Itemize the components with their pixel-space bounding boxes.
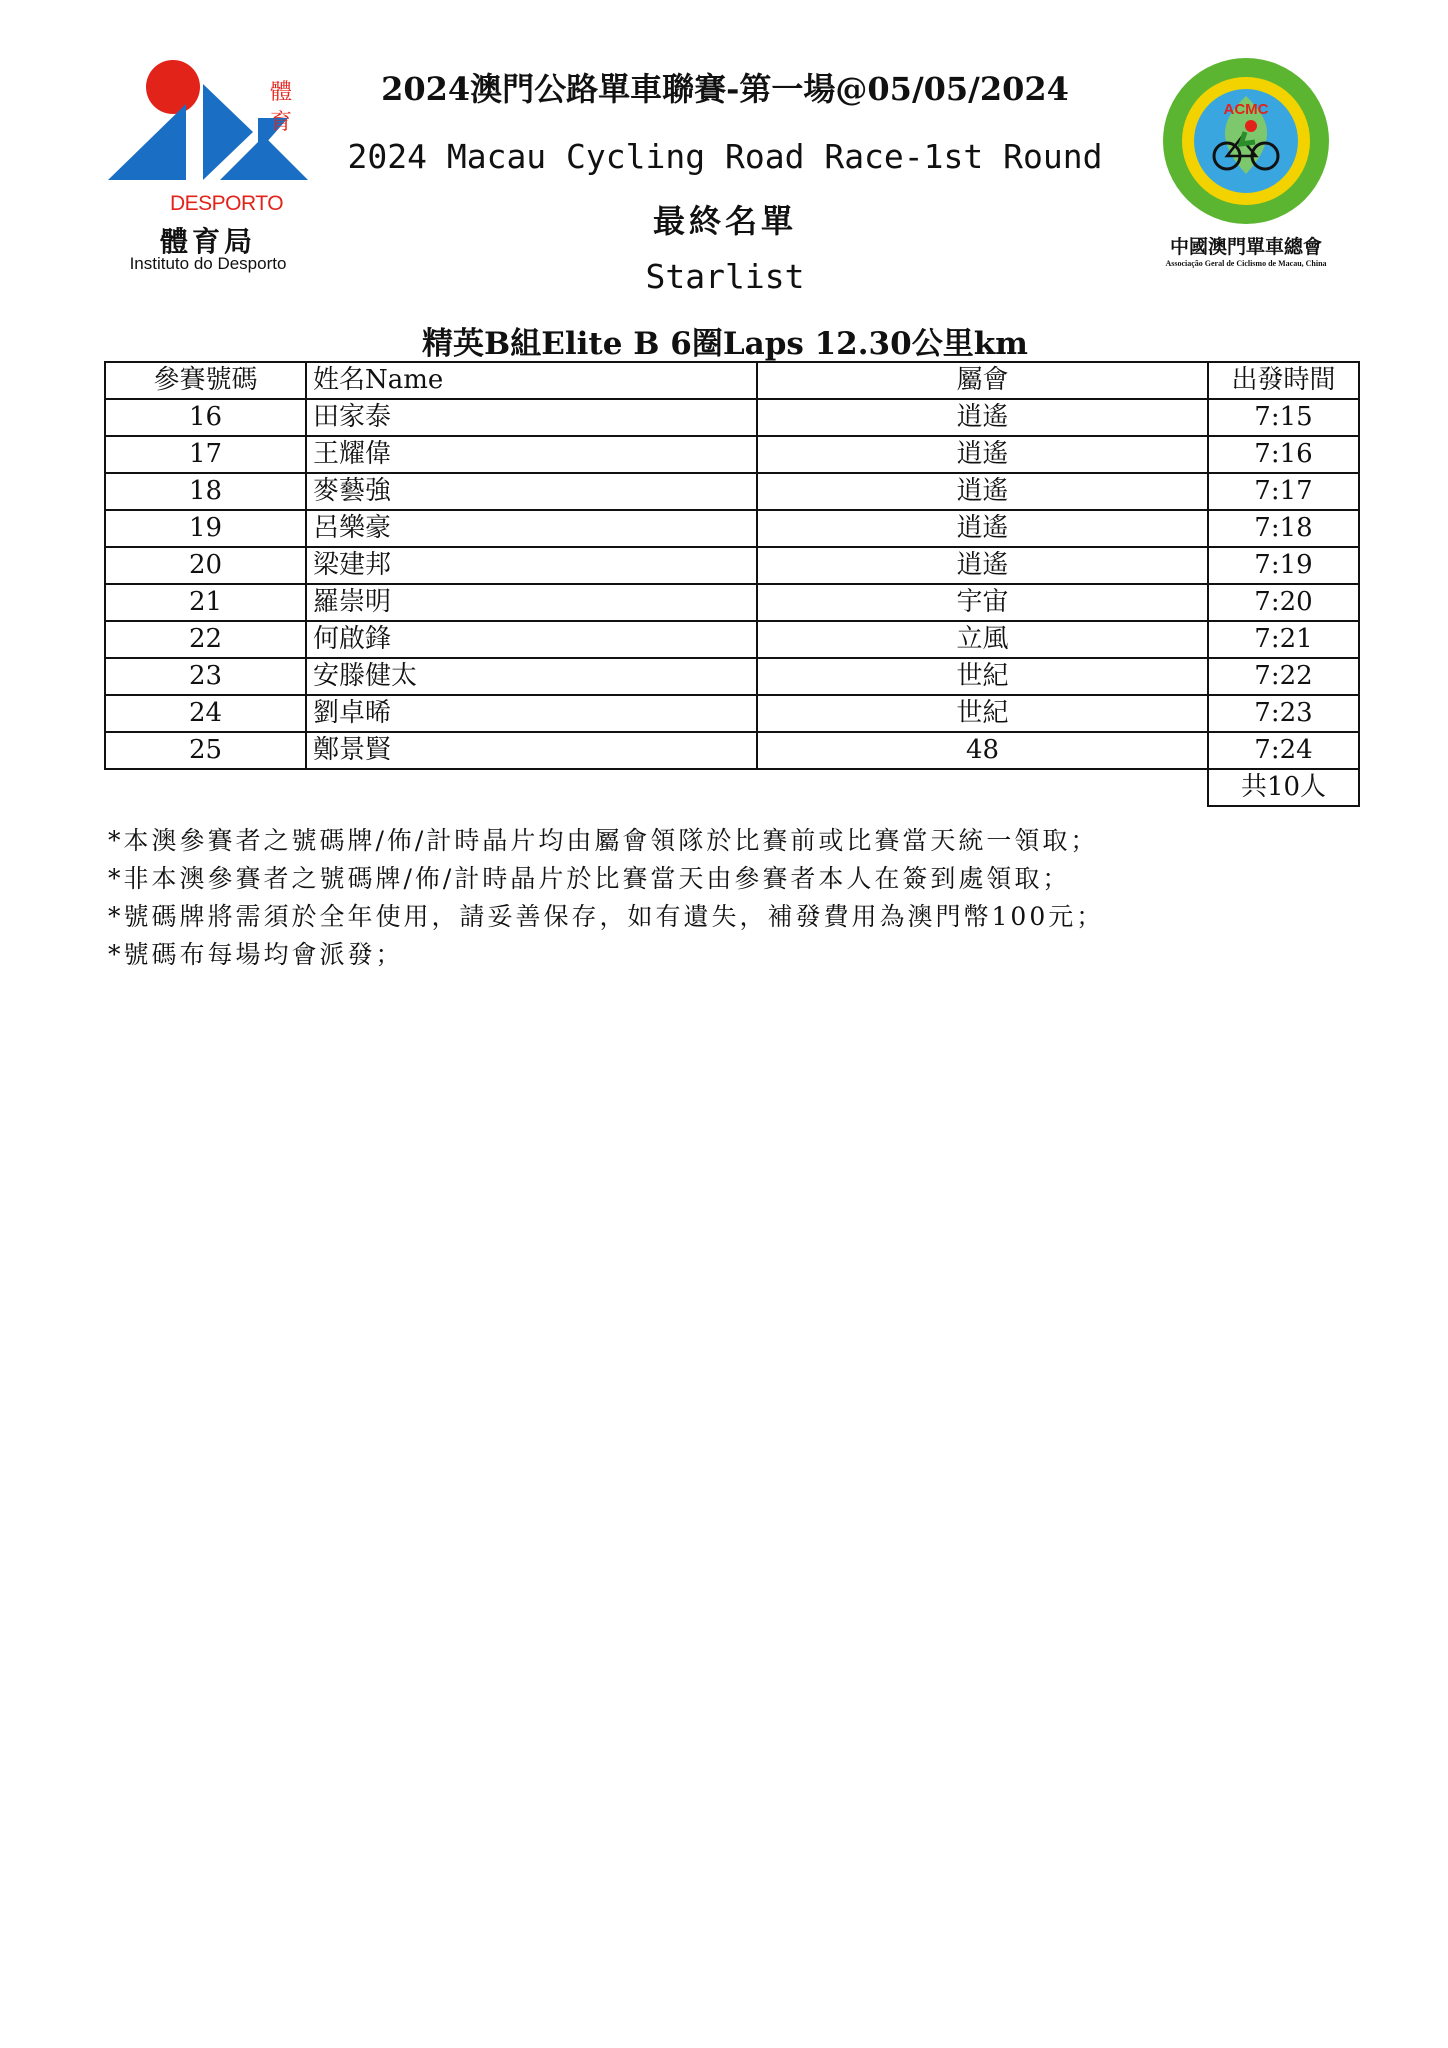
note-line: *號碼牌將需須於全年使用，請妥善保存，如有遺失，補發費用為澳門幣100元； (108, 902, 1105, 931)
category-heading: 精英B組Elite B 6圈Laps 12.30公里km (422, 326, 1028, 362)
table-header-row (105, 362, 1359, 399)
acmc-name-cn: 中國澳門單車總會 (1169, 236, 1322, 258)
rider-club: 逍遙 (757, 473, 1208, 510)
start-time: 7:19 (1208, 547, 1359, 584)
desporto-brand: DESPORTO (170, 192, 284, 215)
rider-club: 逍遙 (757, 547, 1208, 584)
table-row (105, 658, 1359, 695)
rider-name: 鄭景賢 (306, 732, 757, 769)
note-line: *非本澳參賽者之號碼牌/佈/計時晶片於比賽當天由參賽者本人在簽到處領取； (108, 864, 1071, 893)
rider-club: 宇宙 (757, 584, 1208, 621)
start-time: 7:24 (1208, 732, 1359, 769)
note-line: *號碼布每場均會派發； (108, 940, 404, 969)
bib-number: 20 (105, 547, 306, 584)
desporto-name-pt: Instituto do Desporto (129, 254, 287, 273)
start-time: 7:18 (1208, 510, 1359, 547)
table-row (105, 695, 1359, 732)
start-time: 7:17 (1208, 473, 1359, 510)
notes (108, 822, 1348, 974)
final-list-heading: 最終名單 (652, 202, 797, 240)
rider-club: 逍遙 (757, 436, 1208, 473)
title-chinese: 2024澳門公路單車聯賽-第一場@05/05/2024 (381, 70, 1069, 108)
rider-club: 逍遙 (757, 510, 1208, 547)
start-time: 7:21 (1208, 621, 1359, 658)
rider-club: 逍遙 (757, 399, 1208, 436)
acmc-logo (1146, 56, 1346, 286)
acmc-name-pt: Associação Geral de Ciclismo de Macau, China (1165, 259, 1327, 268)
bib-number: 19 (105, 510, 306, 547)
rider-name: 羅崇明 (306, 584, 757, 621)
rider-club: 世紀 (757, 658, 1208, 695)
table-row (105, 547, 1359, 584)
rider-name: 梁建邦 (306, 547, 757, 584)
rider-name: 王耀偉 (306, 436, 757, 473)
bib-number: 17 (105, 436, 306, 473)
bib-number: 23 (105, 658, 306, 695)
rider-name: 麥藝強 (306, 473, 757, 510)
table-row (105, 732, 1359, 769)
starlist-table (104, 361, 1360, 807)
header-club: 屬會 (757, 362, 1208, 399)
start-time: 7:23 (1208, 695, 1359, 732)
bib-number: 25 (105, 732, 306, 769)
note-line: *本澳參賽者之號碼牌/佈/計時晶片均由屬會領隊於比賽前或比賽當天統一領取； (108, 826, 1099, 855)
header-bib-number: 參賽號碼 (105, 362, 306, 399)
header-start-time: 出發時間 (1208, 362, 1359, 399)
starlist-heading: Starlist (645, 257, 805, 296)
table-row (105, 473, 1359, 510)
table-total-row (105, 769, 1359, 806)
table-row (105, 510, 1359, 547)
desporto-logo (108, 52, 308, 282)
table-row (105, 584, 1359, 621)
rider-name: 呂樂豪 (306, 510, 757, 547)
table-row (105, 621, 1359, 658)
rider-name: 田家泰 (306, 399, 757, 436)
desporto-name-cn: 體育局 (159, 225, 256, 258)
bib-number: 18 (105, 473, 306, 510)
title-english: 2024 Macau Cycling Road Race-1st Round (347, 137, 1103, 176)
table-row (105, 436, 1359, 473)
bib-number: 24 (105, 695, 306, 732)
rider-club: 48 (757, 732, 1208, 769)
acmc-badge-text: ACMC (1223, 101, 1269, 118)
bib-number: 22 (105, 621, 306, 658)
bib-number: 21 (105, 584, 306, 621)
bib-number: 16 (105, 399, 306, 436)
rider-name: 何啟鋒 (306, 621, 757, 658)
acmc-emblem-icon (1161, 56, 1331, 226)
rider-name: 劉卓晞 (306, 695, 757, 732)
rider-club: 世紀 (757, 695, 1208, 732)
total-count: 共10人 (1208, 769, 1359, 806)
header-name: 姓名Name (306, 362, 757, 399)
start-time: 7:20 (1208, 584, 1359, 621)
start-time: 7:16 (1208, 436, 1359, 473)
table-row (105, 399, 1359, 436)
start-time: 7:15 (1208, 399, 1359, 436)
start-time: 7:22 (1208, 658, 1359, 695)
desporto-vertical-label: 體 育 (269, 80, 292, 135)
rider-name: 安滕健太 (306, 658, 757, 695)
rider-club: 立風 (757, 621, 1208, 658)
